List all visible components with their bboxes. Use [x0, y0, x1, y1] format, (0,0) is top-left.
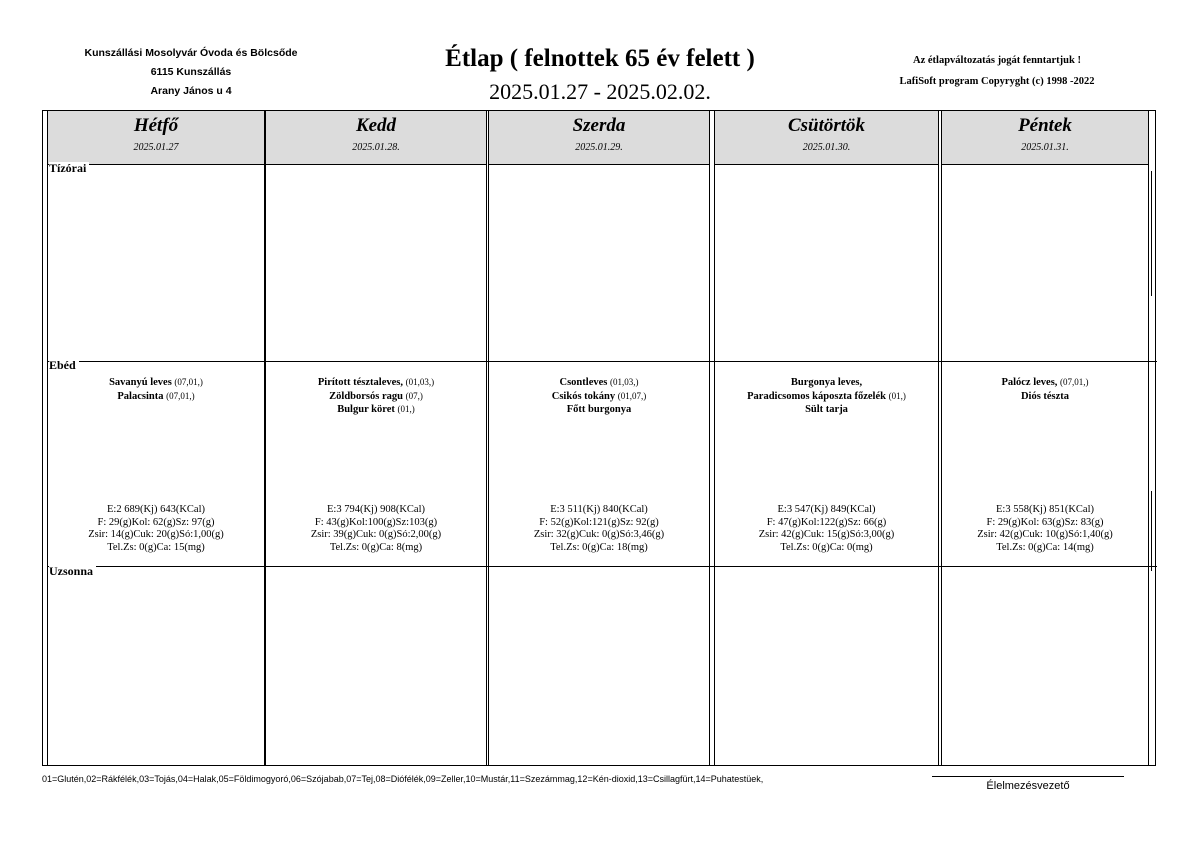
lunch-menu-thursday: [714, 376, 939, 417]
lunch-menu-friday: [941, 376, 1149, 403]
copyright-text: LafiSoft program Copyryght (c) 1998 -2022: [899, 76, 1095, 87]
signature-label: Élelmezésvezető: [986, 780, 1070, 792]
signature-line: [932, 776, 1124, 777]
lunch-item: [941, 376, 1149, 390]
dish-name: Bulgur köret: [337, 404, 395, 415]
nutrition-energy: E:3 558(Kj) 851(KCal): [996, 504, 1094, 515]
day-column-thursday: [714, 111, 939, 765]
day-header: [489, 111, 709, 165]
day-name: Kedd: [355, 115, 397, 136]
dish-name: Főtt burgonya: [566, 404, 632, 415]
day-column-friday: [941, 111, 1149, 765]
dish-name: Palacsinta: [117, 390, 164, 402]
lunch-item: [265, 403, 487, 417]
lunch-divider: [47, 361, 1157, 362]
day-column-wednesday: [488, 111, 710, 765]
meal-label-afternoon: Uzsonna: [49, 565, 96, 578]
nutrition-macros: F: 52(g)Kol:121(g)Sz: 92(g): [539, 516, 659, 528]
day-column-tuesday: [265, 111, 487, 765]
day-name: Csütörtök: [787, 115, 866, 136]
nutrition-info-monday: [47, 504, 265, 554]
afternoon-divider: [47, 566, 1157, 567]
lunch-menu-tuesday: [265, 376, 487, 417]
allergen-codes: (01,03,): [609, 377, 639, 387]
allergen-codes: (01,07,): [617, 390, 647, 401]
day-column-monday: [47, 111, 265, 765]
lunch-item: [714, 376, 939, 390]
dish-name: Diós tészta: [1020, 390, 1070, 402]
lunch-item: [488, 403, 710, 417]
dish-name: Sült tarja: [805, 404, 848, 415]
date-range: 2025.01.27 - 2025.02.02.: [489, 79, 711, 104]
lunch-item: [488, 390, 710, 404]
right-edge-mark: [1151, 491, 1152, 571]
day-name: Hétfő: [133, 115, 179, 136]
nutrition-satfat-calcium: Tel.Zs: 0(g)Ca: 15(mg): [107, 541, 205, 553]
day-name: Péntek: [1018, 115, 1072, 136]
meal-label-lunch: Ebéd: [49, 359, 79, 372]
lunch-item: [265, 376, 487, 390]
title-block: [380, 42, 820, 107]
dish-name: Csikós tokány: [551, 390, 616, 402]
nutrition-fat-sugar-salt: Zsir: 14(g)Cuk: 20(g)Só:1,00(g): [88, 529, 224, 540]
allergen-codes: (07,01,): [1060, 377, 1089, 387]
lunch-item: [714, 403, 939, 417]
nutrition-satfat-calcium: Tel.Zs: 0(g)Ca: 14(mg): [996, 541, 1094, 553]
allergen-codes: (07,01,): [174, 377, 203, 387]
dish-name: Paradicsomos káposzta főzelék: [747, 390, 886, 402]
nutrition-fat-sugar-salt: Zsir: 42(g)Cuk: 15(g)Só:3,00(g): [758, 529, 895, 540]
day-header: [48, 111, 264, 165]
dish-name: Burgonya leves,: [790, 377, 863, 388]
page-title: Étlap ( felnottek 65 év felett ): [445, 45, 755, 72]
allergen-codes: (01,03,): [405, 377, 435, 387]
nutrition-fat-sugar-salt: Zsir: 32(g)Cuk: 0(g)Só:3,46(g): [533, 529, 665, 540]
lunch-item: [488, 376, 710, 390]
nutrition-energy: E:3 511(Kj) 840(KCal): [550, 504, 648, 515]
dish-name: Savanyú leves: [109, 377, 172, 388]
institution-name: Kunszállási Mosolyvár Óvoda és Bölcsőde: [84, 47, 298, 59]
institution-postal-city: 6115 Kunszállás: [150, 66, 232, 78]
day-header: [715, 111, 938, 165]
institution-info: [60, 44, 322, 101]
nutrition-info-thursday: [714, 504, 939, 554]
nutrition-energy: E:3 547(Kj) 849(KCal): [777, 504, 876, 515]
nutrition-fat-sugar-salt: Zsir: 42(g)Cuk: 10(g)Só:1,40(g): [977, 529, 1113, 540]
lunch-item: [47, 390, 265, 404]
nutrition-energy: E:3 794(Kj) 908(KCal): [327, 504, 425, 515]
dish-name: Palócz leves,: [1001, 377, 1058, 388]
meal-label-morning: Tízórai: [49, 162, 89, 175]
day-date: 2025.01.29.: [575, 142, 623, 153]
nutrition-macros: F: 47(g)Kol:122(g)Sz: 66(g): [766, 516, 887, 528]
dish-name: Pirított tésztaleves,: [317, 377, 403, 388]
lunch-item: [941, 390, 1149, 404]
nutrition-satfat-calcium: Tel.Zs: 0(g)Ca: 8(mg): [329, 541, 423, 553]
dish-name: Csontleves: [559, 377, 608, 388]
nutrition-macros: F: 29(g)Kol: 62(g)Sz: 97(g): [97, 516, 215, 528]
day-header: [266, 111, 486, 165]
institution-street: Arany János u 4: [150, 85, 232, 97]
day-header: [942, 111, 1148, 165]
right-edge-mark: [1151, 171, 1152, 296]
lunch-menu-monday: [47, 376, 265, 403]
menu-grid: [42, 110, 1156, 766]
lunch-item: [47, 376, 265, 390]
menu-change-notice: Az étlapváltozatás jogát fenntartjuk !: [913, 55, 1081, 66]
nutrition-info-tuesday: [265, 504, 487, 554]
notice-block: [862, 50, 1132, 92]
allergen-codes: (07,01,): [166, 390, 195, 401]
nutrition-macros: F: 43(g)Kol:100(g)Sz:103(g): [314, 516, 438, 528]
nutrition-energy: E:2 689(Kj) 643(KCal): [107, 504, 205, 515]
day-date: 2025.01.28.: [352, 142, 400, 153]
nutrition-satfat-calcium: Tel.Zs: 0(g)Ca: 18(mg): [550, 541, 648, 553]
lunch-item: [265, 390, 487, 404]
day-date: 2025.01.27: [133, 142, 179, 153]
day-name: Szerda: [572, 115, 626, 136]
nutrition-fat-sugar-salt: Zsir: 39(g)Cuk: 0(g)Só:2,00(g): [310, 529, 442, 540]
allergen-codes: (07,): [405, 390, 423, 401]
dish-name: Zöldborsós ragu: [329, 390, 403, 402]
day-date: 2025.01.30.: [802, 142, 851, 153]
nutrition-macros: F: 29(g)Kol: 63(g)Sz: 83(g): [986, 516, 1104, 528]
lunch-item: [714, 390, 939, 404]
nutrition-satfat-calcium: Tel.Zs: 0(g)Ca: 0(mg): [780, 541, 873, 553]
allergen-codes: (01,): [888, 390, 906, 401]
allergen-codes: (01,): [397, 404, 415, 414]
allergen-legend: 01=Glutén,02=Rákfélék,03=Tojás,04=Halak,05=Földimogyoró,06=Szójabab,07=Tej,08=Diófélék,09=Zeller,10=Mustár,11=Szezámmag,12=Kén-dioxid,13=Csillagfürt,14=Puhatestüek,: [42, 774, 764, 784]
lunch-menu-wednesday: [488, 376, 710, 417]
day-date: 2025.01.31.: [1021, 142, 1069, 153]
nutrition-info-friday: [941, 504, 1149, 554]
nutrition-info-wednesday: [488, 504, 710, 554]
